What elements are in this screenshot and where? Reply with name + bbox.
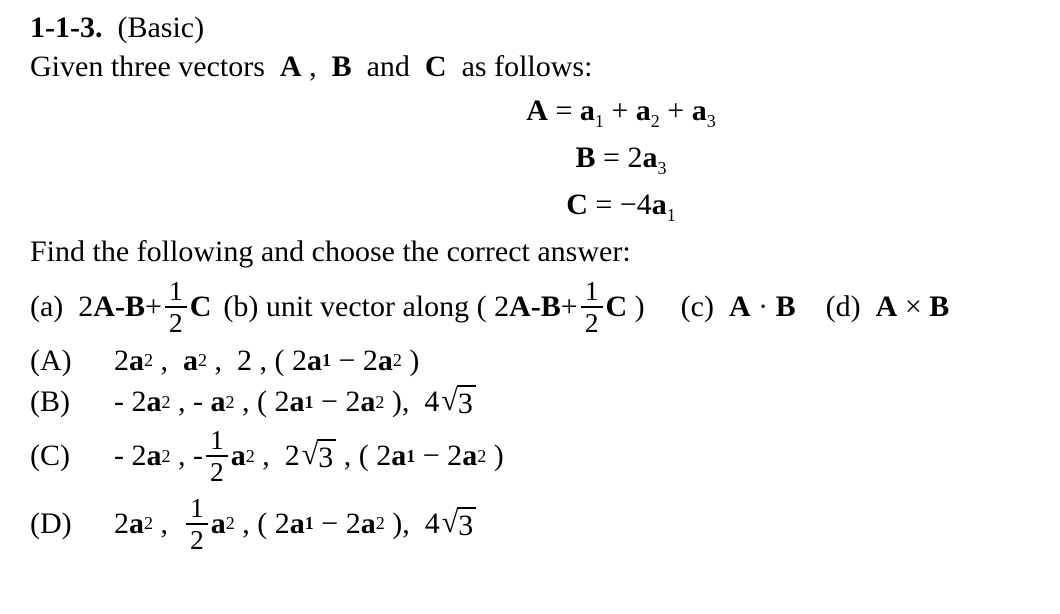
answer-choice-D-row (30, 491, 1052, 555)
equation-vector-B: $B = 2a_3$ (575, 141, 667, 179)
equation-vector-A: $A = a_1 + a_2 + a_3$ (526, 94, 716, 132)
sub-questions-row (30, 274, 1052, 338)
fraction: $\frac{1}{2}$ (206, 426, 228, 486)
fraction: $\frac{1}{2}$ (186, 494, 208, 554)
fraction: $\frac{1}{2}$ (581, 277, 603, 337)
fraction: $\frac{1}{2}$ (165, 277, 187, 337)
answer-choice-A-row (30, 344, 1052, 378)
answer-choice-B-expression: - 2 a 2 , - a 2 , ( 2 a 1 − 2 a 2 ), 4 √ 3 (114, 385, 476, 420)
square-root: √ 3 (441, 385, 475, 420)
sub-question-c: (c) A · B (680, 289, 796, 323)
find-instruction-line: Find the following and choose the correct answer: (30, 234, 631, 268)
sub-question-a: (a) 2 A-B + $\frac{1}{2}$ C (30, 274, 212, 338)
answer-choice-A-expression: 2 a 2 , a 2 , 2 , ( 2 a 1 − 2 a 2 ) (114, 343, 420, 377)
sub-question-d: (d) A × B (825, 289, 950, 323)
answer-choice-D-expression: 2 a 2 , $\frac{1}{2}$ a 2 , ( 2 a 1 − 2 a 2 ), 4 √ 3 (114, 494, 476, 554)
sub-question-b: (b) unit vector along ( 2 A-B + $\frac{1}{2}$ C ) (223, 274, 645, 338)
square-root: √ 3 (442, 507, 476, 542)
intro-line: Given three vectors A , B and C as follows: (30, 50, 593, 83)
answer-choice-C-label: (C) (30, 439, 70, 473)
answer-choice-B-row (30, 385, 1052, 420)
equation-vector-C: $C = -4a_1$ (566, 188, 676, 226)
square-root: √ 3 (302, 439, 336, 474)
answer-choice-D-label: (D) (30, 506, 72, 540)
problem-number-line: 1-1-3. (Basic) (30, 11, 205, 44)
equations-block (30, 88, 1052, 230)
answer-choice-A-label: (A) (30, 343, 72, 377)
answer-choice-C-expression: - 2 a 2 , - $\frac{1}{2}$ a 2 , 2 √ 3 , ( 2 a 1 − 2 a 2 ) (114, 424, 504, 488)
answer-choice-B-label: (B) (30, 385, 70, 419)
answer-choice-C-row (30, 426, 1052, 486)
